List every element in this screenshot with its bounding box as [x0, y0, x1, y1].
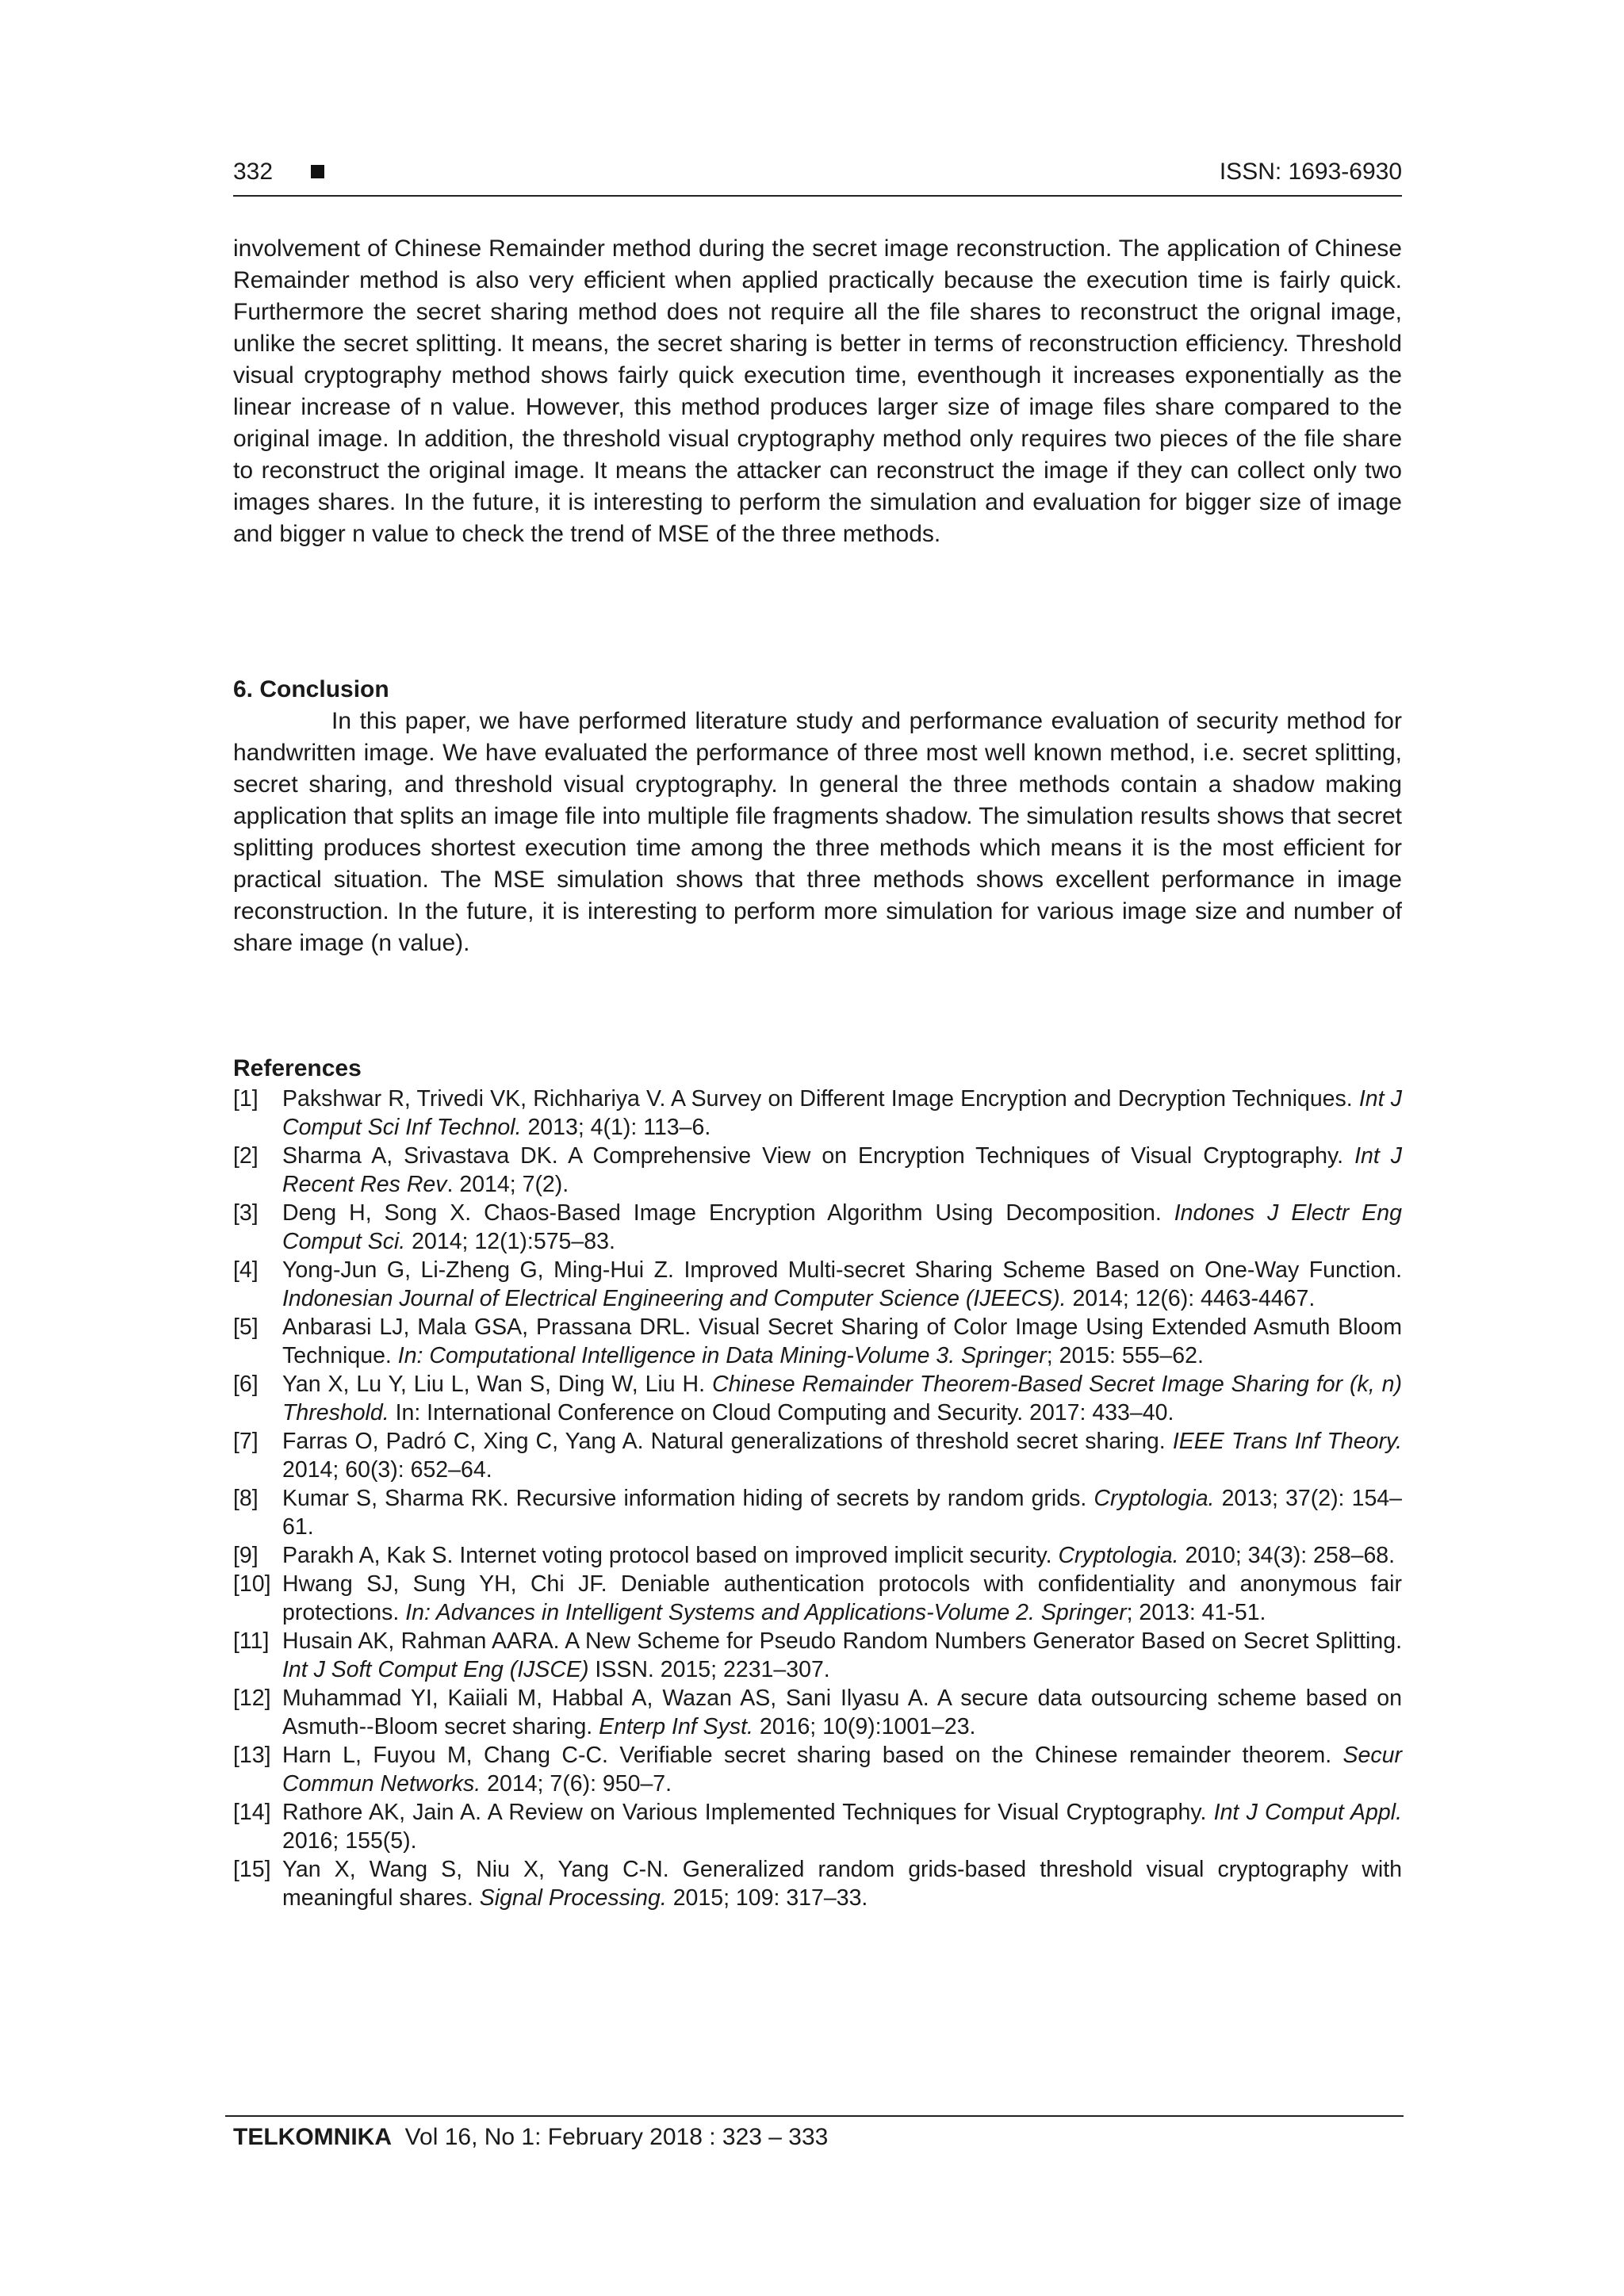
- reference-source: Indones J Electr Eng Comput Sci.: [282, 1200, 1402, 1254]
- reference-text: [282, 1313, 1402, 1370]
- reference-details: 2015; 109: 317–33.: [666, 1885, 868, 1911]
- reference-authors-title: Parakh A, Kak S. Internet voting protocol based on improved implicit security.: [282, 1543, 1059, 1568]
- reference-details: 2010; 34(3): 258–68.: [1178, 1543, 1396, 1568]
- references-heading: References: [233, 1055, 362, 1081]
- reference-details: 2014; 7(6): 950–7.: [481, 1771, 672, 1797]
- reference-source: Indonesian Journal of Electrical Engineering and Computer Science (IJEECS).: [282, 1286, 1067, 1311]
- reference-text: [282, 1741, 1402, 1798]
- reference-number: [15]: [233, 1857, 271, 1882]
- reference-details: 2014; 12(1):575–83.: [405, 1229, 615, 1254]
- reference-authors-title: Anbarasi LJ, Mala GSA, Prassana DRL. Visual Secret Sharing of Color Image Using Extended Asmuth Bloom Technique.: [282, 1314, 1402, 1368]
- reference-text: [282, 1256, 1402, 1313]
- reference-source: Int J Comput Appl.: [1213, 1800, 1402, 1825]
- reference-number: [3]: [233, 1200, 259, 1226]
- reference-text: [282, 1142, 1402, 1199]
- reference-item: [233, 1798, 1402, 1855]
- reference-authors-title: Sharma A, Srivastava DK. A Comprehensive View on Encryption Techniques of Visual Cryptography.: [282, 1143, 1355, 1169]
- conclusion-heading: 6. Conclusion: [233, 676, 389, 702]
- page-header: [233, 157, 1402, 197]
- discussion-paragraph: involvement of Chinese Remainder method during the secret image reconstruction. The application of Chinese Remainder method is also very efficient when applied practically because the execution time is fairly quick. Furthermore the secret sharing method does not require all the file shares to reconstruct the orignal image, unlike the secret splitting. It means, the secret sharing is better in terms of reconstruction efficiency. Threshold visual cryptography method shows fairly quick execution time, eventhough it increases exponentially as the linear increase of n value. However, this method produces larger size of image files share compared to the original image. In addition, the threshold visual cryptography method only requires two pieces of the file share to reconstruct the original image. It means the attacker can reconstruct the image if they can collect only two images shares. In the future, it is interesting to perform the simulation and evaluation for bigger size of image and bigger n value to check the trend of MSE of the three methods.: [233, 235, 1402, 547]
- reference-source: Signal Processing.: [479, 1885, 667, 1911]
- reference-item: [233, 1199, 1402, 1256]
- reference-authors-title: Hwang SJ, Sung YH, Chi JF. Deniable authentication protocols with confidentiality and anonymous fair protections.: [282, 1571, 1402, 1625]
- reference-text: [282, 1199, 1402, 1256]
- page-footer: [233, 2122, 828, 2153]
- reference-source: Cryptologia.: [1058, 1543, 1179, 1568]
- reference-item: [233, 1256, 1402, 1313]
- reference-text: [282, 1085, 1402, 1142]
- reference-details: ISSN. 2015; 2231–307.: [588, 1657, 830, 1682]
- reference-details: ; 2013: 41-51.: [1126, 1600, 1266, 1625]
- reference-item: [233, 1370, 1402, 1427]
- reference-source: Int J Soft Comput Eng (IJSCE): [282, 1657, 589, 1682]
- reference-text: [282, 1627, 1402, 1684]
- reference-item: [233, 1855, 1402, 1912]
- reference-source: Cryptologia.: [1094, 1486, 1215, 1511]
- reference-number: [14]: [233, 1800, 271, 1825]
- reference-number: [7]: [233, 1429, 259, 1454]
- reference-item: [233, 1741, 1402, 1798]
- reference-details: 2013; 37(2): 154–61.: [282, 1486, 1402, 1540]
- reference-number: [10]: [233, 1571, 271, 1597]
- reference-item: [233, 1085, 1402, 1142]
- reference-details: 2013; 4(1): 113–6.: [521, 1115, 711, 1140]
- reference-text: [282, 1484, 1402, 1541]
- reference-source: Int J Comput Sci Inf Technol.: [282, 1086, 1402, 1140]
- reference-text: [282, 1798, 1402, 1855]
- reference-source: Int J Recent Res Rev: [282, 1143, 1402, 1197]
- footer-rule: [225, 2115, 1404, 2117]
- reference-number: [4]: [233, 1257, 259, 1283]
- reference-number: [11]: [233, 1628, 270, 1654]
- reference-number: [6]: [233, 1372, 259, 1397]
- reference-authors-title: Harn L, Fuyou M, Chang C-C. Verifiable secret sharing based on the Chinese remainder theorem.: [282, 1743, 1343, 1768]
- page-number: 332: [233, 159, 274, 185]
- reference-source: IEEE Trans Inf Theory.: [1172, 1429, 1402, 1454]
- reference-text: [282, 1570, 1402, 1627]
- reference-text: [282, 1855, 1402, 1912]
- reference-item: [233, 1570, 1402, 1627]
- reference-text: [282, 1541, 1402, 1570]
- reference-text: [282, 1427, 1402, 1484]
- header-rule: [233, 195, 1402, 197]
- conclusion-paragraph: In this paper, we have performed literature study and performance evaluation of security method for handwritten image. We have evaluated the performance of three most well known method, i.e. secret splitting, secret sharing, and threshold visual cryptography. In general the three methods contain a shadow making application that splits an image file into multiple file fragments shadow. The simulation results shows that secret splitting produces shortest execution time among the three methods which means it is the most efficient for practical situation. The MSE simulation shows that three methods shows excellent performance in image reconstruction. In the future, it is interesting to perform more simulation for various image size and number of share image (n value).: [233, 708, 1402, 956]
- reference-authors-title: Deng H, Song X. Chaos-Based Image Encryption Algorithm Using Decomposition.: [282, 1200, 1174, 1226]
- reference-authors-title: Kumar S, Sharma RK. Recursive information hiding of secrets by random grids.: [282, 1486, 1094, 1511]
- reference-number: [13]: [233, 1743, 271, 1768]
- references-list: [233, 1085, 1402, 1912]
- reference-details: In: International Conference on Cloud Computing and Security. 2017: 433–40.: [389, 1400, 1174, 1425]
- reference-details: . 2014; 7(2).: [446, 1172, 569, 1197]
- reference-item: [233, 1684, 1402, 1741]
- reference-authors-title: Yan X, Lu Y, Liu L, Wan S, Ding W, Liu H.: [282, 1372, 713, 1397]
- reference-details: 2016; 10(9):1001–23.: [753, 1714, 976, 1739]
- reference-item: [233, 1142, 1402, 1199]
- reference-item: [233, 1484, 1402, 1541]
- reference-text: [282, 1370, 1402, 1427]
- reference-source: Enterp Inf Syst.: [599, 1714, 753, 1739]
- reference-details: 2014; 60(3): 652–64.: [282, 1457, 492, 1483]
- reference-authors-title: Husain AK, Rahman AARA. A New Scheme for Pseudo Random Numbers Generator Based on Secret Splitting.: [282, 1628, 1402, 1654]
- reference-number: [8]: [233, 1486, 259, 1511]
- reference-text: [282, 1684, 1402, 1741]
- issn: ISSN: 1693-6930: [1219, 159, 1402, 185]
- reference-number: [1]: [233, 1086, 259, 1112]
- reference-item: [233, 1427, 1402, 1484]
- reference-source: In: Computational Intelligence in Data Mining-Volume 3. Springer: [397, 1343, 1047, 1368]
- reference-number: [5]: [233, 1314, 259, 1340]
- reference-number: [2]: [233, 1143, 259, 1169]
- reference-number: [9]: [233, 1543, 259, 1568]
- square-bullet-icon: [311, 165, 324, 178]
- reference-source: In: Advances in Intelligent Systems and Applications-Volume 2. Springer: [405, 1600, 1127, 1625]
- journal-name: TELKOMNIKA: [233, 2124, 392, 2150]
- reference-item: [233, 1627, 1402, 1684]
- reference-source: Secur Commun Networks.: [282, 1743, 1402, 1797]
- reference-details: ; 2015: 555–62.: [1046, 1343, 1204, 1368]
- reference-source: Chinese Remainder Theorem-Based Secret Image Sharing for (k, n) Threshold.: [282, 1372, 1402, 1425]
- reference-details: 2016; 155(5).: [282, 1828, 417, 1854]
- reference-item: [233, 1313, 1402, 1370]
- reference-authors-title: Farras O, Padró C, Xing C, Yang A. Natural generalizations of threshold secret sharing.: [282, 1429, 1173, 1454]
- reference-number: [12]: [233, 1686, 271, 1711]
- reference-authors-title: Yong-Jun G, Li-Zheng G, Ming-Hui Z. Improved Multi-secret Sharing Scheme Based on One-Way Function.: [282, 1257, 1402, 1283]
- reference-authors-title: Yan X, Wang S, Niu X, Yang C-N. Generalized random grids-based threshold visual cryptography with meaningful shares.: [282, 1857, 1402, 1911]
- reference-authors-title: Rathore AK, Jain A. A Review on Various Implemented Techniques for Visual Cryptography.: [282, 1800, 1214, 1825]
- issue-info: Vol 16, No 1: February 2018 : 323 – 333: [391, 2124, 829, 2150]
- reference-details: 2014; 12(6): 4463-4467.: [1066, 1286, 1316, 1311]
- reference-authors-title: Muhammad YI, Kaiiali M, Habbal A, Wazan AS, Sani Ilyasu A. A secure data outsourcing scheme based on Asmuth--Bloom secret sharing.: [282, 1686, 1402, 1739]
- reference-item: [233, 1541, 1402, 1570]
- reference-authors-title: Pakshwar R, Trivedi VK, Richhariya V. A Survey on Different Image Encryption and Decryption Techniques.: [282, 1086, 1359, 1112]
